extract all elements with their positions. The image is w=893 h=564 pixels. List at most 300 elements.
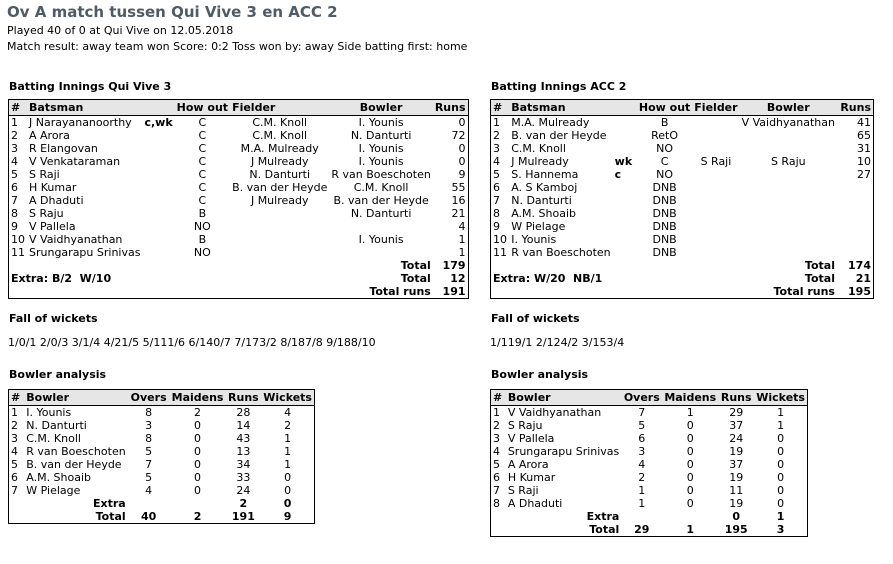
how-out: NO xyxy=(193,220,211,233)
bowler xyxy=(740,194,837,207)
bowler-number: 5 xyxy=(11,458,18,471)
bowling-col-header: Wickets xyxy=(261,390,314,406)
batting-row xyxy=(9,142,469,155)
batting-row xyxy=(491,181,874,194)
bowler-number: 1 xyxy=(11,406,18,419)
fielder xyxy=(692,233,739,246)
bowling-total-overs: 29 xyxy=(634,523,650,536)
runs: 21 xyxy=(451,207,466,220)
bowling-extra-label: Extra xyxy=(92,497,126,510)
spacer xyxy=(491,259,740,272)
batsman-name: J Narayananoorthy xyxy=(29,116,132,129)
total-label: Total xyxy=(804,259,835,272)
wickets: 0 xyxy=(777,458,785,471)
bowling-row xyxy=(491,458,808,471)
bowler xyxy=(740,246,837,259)
batting-col-header: Fielder xyxy=(694,101,738,114)
how-out: C xyxy=(198,181,207,194)
overs: 7 xyxy=(145,458,153,471)
home-fow: 1/0/1 2/0/3 3/1/4 4/21/5 5/111/6 6/140/7 7/173/2 8/187/8 9/188/10 xyxy=(8,336,376,349)
spacer xyxy=(9,259,330,272)
batsman-number: 1 xyxy=(493,116,500,129)
match-result: Match result: away team won Score: 0:2 Toss won by: away Side batting first: home xyxy=(7,40,468,53)
runs: 29 xyxy=(729,406,744,419)
total-runs-value: 191 xyxy=(442,285,466,298)
maidens: 0 xyxy=(194,419,202,432)
batting-row xyxy=(491,220,874,233)
runs: 37 xyxy=(729,419,744,432)
maidens: 0 xyxy=(194,458,202,471)
bowler xyxy=(740,233,837,246)
batsman-name: M.A. Mulready xyxy=(511,116,590,129)
batting-col-header: # xyxy=(9,100,28,116)
batting-total-row xyxy=(491,259,874,272)
played-info: Played 40 of 0 at Qui Vive on 12.05.2018 xyxy=(7,24,234,37)
batsman-role xyxy=(142,220,174,233)
bowling-total-wickets: 3 xyxy=(776,523,785,536)
batting-row xyxy=(491,142,874,155)
bowler xyxy=(329,220,432,233)
bowler: I. Younis xyxy=(358,116,404,129)
batsman-role: c,wk xyxy=(144,116,173,129)
overs: 5 xyxy=(145,471,153,484)
away-bowling-table xyxy=(490,389,808,537)
fielder xyxy=(230,233,329,246)
batting-extras-row xyxy=(491,272,874,285)
bowler-name: C.M. Knoll xyxy=(26,432,81,445)
how-out: C xyxy=(198,142,207,155)
bowling-row xyxy=(9,484,315,497)
bowling-row xyxy=(9,445,315,458)
runs: 33 xyxy=(236,471,251,484)
batting-row xyxy=(491,233,874,246)
bowling-col-header: # xyxy=(9,390,25,406)
overs: 5 xyxy=(145,445,153,458)
extras-total-label: Total xyxy=(400,272,431,285)
fielder: C.M. Knoll xyxy=(252,129,308,142)
batsman-name: V Vaidhyanathan xyxy=(29,233,123,246)
batsman-role xyxy=(613,181,637,194)
bowler-number: 1 xyxy=(493,406,500,419)
home-batting-table xyxy=(8,99,469,299)
fielder xyxy=(692,116,739,130)
batsman-role xyxy=(142,246,174,259)
maidens: 1 xyxy=(686,406,694,419)
wickets: 0 xyxy=(777,497,785,510)
bowler-name: V Vaidhyanathan xyxy=(507,406,602,419)
batsman-role xyxy=(613,142,637,155)
batsman-name: V Venkataraman xyxy=(29,155,121,168)
fielder: C.M. Knoll xyxy=(252,116,308,129)
empty-cell xyxy=(170,497,226,510)
fielder: M.A. Mulready xyxy=(240,142,319,155)
batsman-name: W Pielage xyxy=(511,220,566,233)
runs: 1 xyxy=(458,233,466,246)
overs: 4 xyxy=(638,458,646,471)
extras-text: Extra: B/2 W/10 xyxy=(11,272,112,285)
runs xyxy=(837,233,874,246)
batsman-name: S. Hannema xyxy=(511,168,579,181)
batsman-number: 8 xyxy=(493,207,500,220)
bowler-name: V Pallela xyxy=(507,432,555,445)
bowling-extra-wickets: 0 xyxy=(283,497,292,510)
runs: 4 xyxy=(458,220,466,233)
bowler xyxy=(329,246,432,259)
bowling-total-label: Total xyxy=(589,523,620,536)
batting-col-header: Runs xyxy=(433,100,468,116)
overs: 3 xyxy=(638,445,646,458)
batsman-number: 9 xyxy=(11,220,18,233)
empty-cell xyxy=(128,497,170,510)
bowler: N. Danturti xyxy=(350,207,412,220)
batsman-number: 10 xyxy=(11,233,25,246)
home-batting-title: Batting Innings Qui Vive 3 xyxy=(9,80,172,93)
runs: 31 xyxy=(857,142,871,155)
bowler-name: W Pielage xyxy=(26,484,81,497)
batsman-name: N. Danturti xyxy=(511,194,572,207)
batting-total-runs-row xyxy=(491,285,874,299)
batsman-name: A. S Kamboj xyxy=(511,181,578,194)
batting-row xyxy=(9,129,469,142)
bowler: V Vaidhyanathan xyxy=(741,116,835,129)
runs xyxy=(837,181,874,194)
batsman-name: A Arora xyxy=(29,129,70,142)
bowling-col-header: Overs xyxy=(128,390,170,406)
bowler: C.M. Knoll xyxy=(353,181,409,194)
bowler xyxy=(740,207,837,220)
match-title: Ov A match tussen Qui Vive 3 en ACC 2 xyxy=(7,3,338,21)
how-out: NO xyxy=(656,168,674,181)
home-fow-title: Fall of wickets xyxy=(9,312,98,325)
bowling-total-runs: 191 xyxy=(231,510,255,523)
bowling-total-label: Total xyxy=(95,510,126,523)
runs xyxy=(837,207,874,220)
batsman-number: 6 xyxy=(11,181,18,194)
bowling-row xyxy=(491,471,808,484)
bowler xyxy=(740,181,837,194)
fielder xyxy=(230,207,329,220)
runs: 65 xyxy=(857,129,871,142)
runs: 41 xyxy=(857,116,871,129)
runs: 28 xyxy=(236,406,251,419)
bowling-total-overs: 40 xyxy=(140,510,157,523)
bowling-row xyxy=(491,484,808,497)
total-label: Total xyxy=(400,259,431,272)
away-bowling-title: Bowler analysis xyxy=(491,368,589,381)
bowling-row xyxy=(491,419,808,432)
how-out: B xyxy=(198,233,207,246)
batsman-name: B. van der Heyde xyxy=(511,129,607,142)
bowler-number: 7 xyxy=(493,484,500,497)
bowling-total-wickets: 9 xyxy=(283,510,292,523)
bowling-total-maidens: 1 xyxy=(686,523,695,536)
maidens: 0 xyxy=(686,445,694,458)
runs: 1 xyxy=(458,246,466,259)
batting-extras-row xyxy=(9,272,469,285)
bowler-name: A Dhaduti xyxy=(507,497,563,510)
total-runs-label: Total runs xyxy=(773,285,835,298)
bowler-number: 4 xyxy=(493,445,500,458)
bowler: I. Younis xyxy=(358,233,404,246)
bowling-col-header: Bowler xyxy=(24,390,127,406)
bowling-extra-label: Extra xyxy=(586,510,620,523)
bowling-header-row xyxy=(491,390,808,406)
overs: 7 xyxy=(638,406,646,419)
spacer xyxy=(9,285,330,299)
batsman-name: R Elangovan xyxy=(29,142,98,155)
batsman-name: J Mulready xyxy=(511,155,569,168)
runs: 11 xyxy=(729,484,744,497)
batting-row xyxy=(9,220,469,233)
overs: 6 xyxy=(638,432,646,445)
extras-total-value: 21 xyxy=(855,272,871,285)
batting-row xyxy=(9,194,469,207)
away-fow: 1/119/1 2/124/2 3/153/4 xyxy=(490,336,625,349)
batting-col-header xyxy=(142,100,174,116)
bowler xyxy=(740,142,837,155)
wickets: 1 xyxy=(284,432,292,445)
runs: 19 xyxy=(729,497,744,510)
bowling-row xyxy=(9,458,315,471)
batting-row xyxy=(491,116,874,130)
bowling-total-runs: 195 xyxy=(724,523,748,536)
bowler-name: A.M. Shoaib xyxy=(26,471,92,484)
batsman-role xyxy=(142,194,174,207)
bowling-extra-row xyxy=(9,497,315,510)
wickets: 1 xyxy=(284,458,292,471)
batting-row xyxy=(491,155,874,168)
batsman-name: H Kumar xyxy=(29,181,77,194)
batsman-role: c xyxy=(614,168,622,181)
batting-header-row xyxy=(9,100,469,116)
bowler-number: 6 xyxy=(493,471,500,484)
wickets: 1 xyxy=(284,445,292,458)
overs: 8 xyxy=(145,432,153,445)
how-out: C xyxy=(198,194,207,207)
bowler: I. Younis xyxy=(358,155,404,168)
runs: 0 xyxy=(458,142,466,155)
overs: 3 xyxy=(145,419,153,432)
batsman-role xyxy=(142,142,174,155)
runs: 0 xyxy=(458,155,466,168)
batsman-number: 5 xyxy=(493,168,500,181)
wickets: 0 xyxy=(777,445,785,458)
maidens: 0 xyxy=(686,458,694,471)
overs: 8 xyxy=(145,406,153,419)
bowling-col-header: Runs xyxy=(226,390,262,406)
bowling-row xyxy=(491,406,808,420)
bowler-number: 7 xyxy=(11,484,18,497)
how-out: DNB xyxy=(652,233,677,246)
batsman-role xyxy=(142,168,174,181)
bowling-total-maidens: 2 xyxy=(193,510,202,523)
how-out: C xyxy=(198,168,207,181)
batsman-name: A Dhaduti xyxy=(29,194,84,207)
bowler-number: 8 xyxy=(493,497,500,510)
batsman-role xyxy=(613,129,637,142)
bowler xyxy=(740,129,837,142)
bowler-number: 3 xyxy=(493,432,500,445)
total-value: 174 xyxy=(848,259,871,272)
fielder xyxy=(692,220,739,233)
runs: 72 xyxy=(451,129,466,142)
bowler-name: R van Boeschoten xyxy=(26,445,126,458)
home-bowling-table xyxy=(8,389,315,524)
runs: 13 xyxy=(236,445,251,458)
batting-row xyxy=(9,207,469,220)
batsman-role xyxy=(142,129,174,142)
how-out: C xyxy=(660,155,669,168)
empty-cell xyxy=(662,510,718,523)
batsman-name: S Raji xyxy=(29,168,60,181)
bowling-extra-runs: 2 xyxy=(239,497,248,510)
fielder xyxy=(692,207,739,220)
total-runs-label: Total runs xyxy=(369,285,431,298)
total-value: 179 xyxy=(442,259,466,272)
batsman-role xyxy=(613,246,637,259)
wickets: 1 xyxy=(777,406,785,419)
fielder: S Raji xyxy=(700,155,732,168)
wickets: 0 xyxy=(284,484,292,497)
batsman-name: Srungarapu Srinivas xyxy=(29,246,141,259)
batsman-name: A.M. Shoaib xyxy=(511,207,576,220)
batsman-number: 5 xyxy=(11,168,18,181)
batting-col-header: How out xyxy=(638,101,691,114)
batting-col-header: Batsman xyxy=(509,100,612,116)
bowler-name: S Raji xyxy=(507,484,539,497)
batting-col-header xyxy=(613,100,637,116)
fielder xyxy=(230,246,329,259)
batsman-role xyxy=(142,207,174,220)
how-out: RetO xyxy=(651,129,679,142)
batting-row xyxy=(9,168,469,181)
runs: 34 xyxy=(236,458,251,471)
extras-text: Extra: W/20 NB/1 xyxy=(493,272,603,285)
batting-row xyxy=(491,168,874,181)
batsman-number: 11 xyxy=(493,246,507,259)
batsman-role xyxy=(613,207,637,220)
batsman-number: 7 xyxy=(11,194,18,207)
batsman-number: 1 xyxy=(11,116,18,129)
runs: 55 xyxy=(451,181,466,194)
batting-row xyxy=(9,116,469,130)
bowler-name: H Kumar xyxy=(507,471,556,484)
fielder xyxy=(692,129,739,142)
bowler: N. Danturti xyxy=(350,129,412,142)
bowling-row xyxy=(9,471,315,484)
batsman-role: wk xyxy=(614,155,633,168)
batting-col-header: Runs xyxy=(837,100,874,116)
batting-col-header: How out xyxy=(176,101,229,114)
bowling-col-header: Bowler xyxy=(506,390,621,406)
wickets: 0 xyxy=(777,471,785,484)
overs: 5 xyxy=(638,419,646,432)
bowling-row xyxy=(491,497,808,510)
fielder: B. van der Heyde xyxy=(232,181,328,194)
runs xyxy=(837,246,874,259)
maidens: 0 xyxy=(686,484,694,497)
maidens: 0 xyxy=(686,497,694,510)
bowler-name: B. van der Heyde xyxy=(26,458,122,471)
bowling-col-header: Runs xyxy=(718,390,754,406)
wickets: 0 xyxy=(777,432,785,445)
runs: 19 xyxy=(729,471,744,484)
runs: 37 xyxy=(729,458,744,471)
batting-col-header: Bowler xyxy=(329,100,432,116)
batsman-name: C.M. Knoll xyxy=(511,142,566,155)
how-out: DNB xyxy=(652,181,677,194)
batting-row xyxy=(491,207,874,220)
bowler-number: 2 xyxy=(11,419,18,432)
how-out: C xyxy=(198,155,207,168)
runs: 24 xyxy=(729,432,744,445)
bowling-header-row xyxy=(9,390,315,406)
maidens: 2 xyxy=(194,406,202,419)
overs: 4 xyxy=(145,484,153,497)
runs: 19 xyxy=(729,445,744,458)
overs: 2 xyxy=(638,471,646,484)
batsman-number: 2 xyxy=(493,129,500,142)
bowler-number: 5 xyxy=(493,458,500,471)
batting-row xyxy=(491,246,874,259)
bowling-extra-row xyxy=(491,510,808,523)
batsman-role xyxy=(613,233,637,246)
bowling-extra-wickets: 1 xyxy=(776,510,785,523)
batsman-name: V Pallela xyxy=(29,220,76,233)
batsman-name: S Raju xyxy=(29,207,64,220)
maidens: 0 xyxy=(686,471,694,484)
bowler xyxy=(740,168,837,181)
bowler-name: N. Danturti xyxy=(26,419,87,432)
runs xyxy=(837,194,874,207)
batting-header-row xyxy=(491,100,874,116)
bowler-name: S Raju xyxy=(507,419,543,432)
batting-row xyxy=(9,181,469,194)
batting-col-header: # xyxy=(491,100,510,116)
batsman-number: 2 xyxy=(11,129,18,142)
fielder xyxy=(692,181,739,194)
maidens: 0 xyxy=(194,471,202,484)
overs: 1 xyxy=(638,497,646,510)
batsman-role xyxy=(142,155,174,168)
batting-total-runs-row xyxy=(9,285,469,299)
fielder xyxy=(230,220,329,233)
fielder: N. Danturti xyxy=(249,168,311,181)
runs: 9 xyxy=(458,168,466,181)
batsman-number: 7 xyxy=(493,194,500,207)
maidens: 0 xyxy=(194,484,202,497)
runs: 14 xyxy=(236,419,251,432)
maidens: 0 xyxy=(686,419,694,432)
batsman-role xyxy=(142,233,174,246)
batsman-role xyxy=(613,194,637,207)
away-batting-table xyxy=(490,99,874,299)
bowling-col-header: Overs xyxy=(621,390,662,406)
bowling-total-row xyxy=(9,510,315,524)
batsman-name: I. Younis xyxy=(511,233,557,246)
fielder: J Mulready xyxy=(250,155,309,168)
batsman-number: 3 xyxy=(11,142,18,155)
wickets: 0 xyxy=(777,484,785,497)
runs: 10 xyxy=(857,155,871,168)
bowler-number: 6 xyxy=(11,471,18,484)
runs: 27 xyxy=(857,168,871,181)
fielder xyxy=(692,246,739,259)
batting-row xyxy=(491,129,874,142)
batting-row xyxy=(9,155,469,168)
bowler: R van Boeschoten xyxy=(331,168,431,181)
batsman-number: 9 xyxy=(493,220,500,233)
